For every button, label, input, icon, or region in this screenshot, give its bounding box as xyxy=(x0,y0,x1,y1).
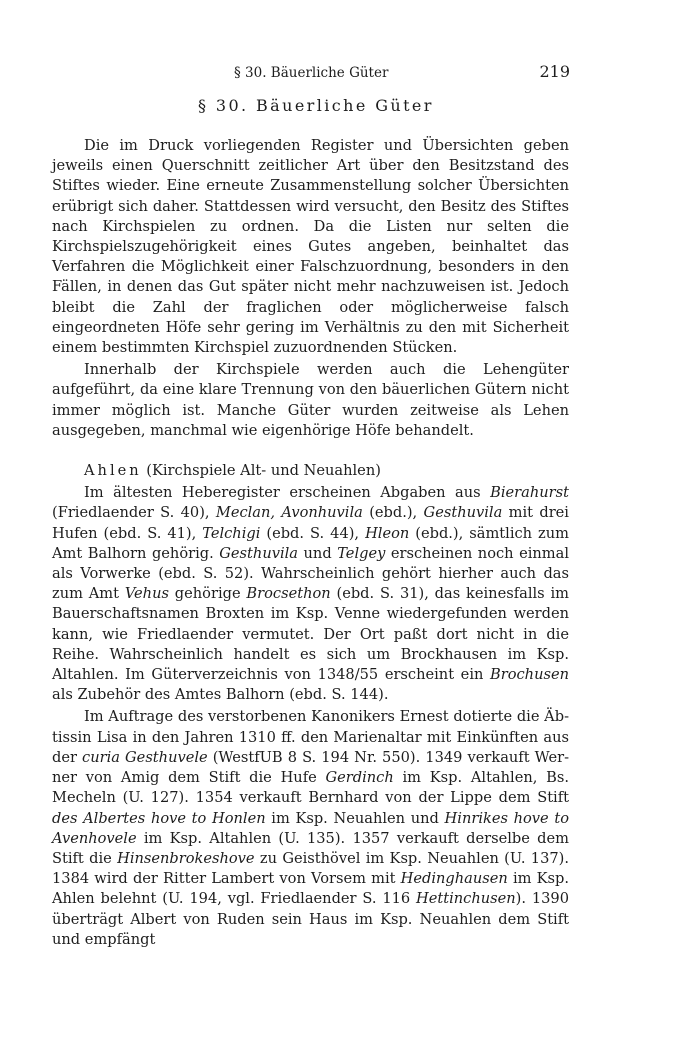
text-run: (Friedlaender S. 40), xyxy=(52,504,216,522)
running-title: § 30. Bäuerliche Güter xyxy=(234,65,389,81)
text-run: (ebd.), sämtlich zum Amt Balhorn gehörig. xyxy=(52,524,569,562)
page-number: 219 xyxy=(539,62,570,81)
ahlen-paragraph-2 xyxy=(52,707,569,949)
text-run: (WestfUB 8 S. 194 Nr. 550). 1349 verkauft Werner von Amig dem Stift die Hufe xyxy=(52,748,570,787)
text-run: zu Geisthövel im Ksp. Neuahlen (U. 137). 1384 wird der Ritter Lambert von Vorsem mit xyxy=(52,849,569,888)
place-name: Brochusen xyxy=(490,666,569,684)
text-run: im Ksp. Altahlen, Bs. Mecheln (U. 127). 1354 verkauft Bernhard von der Lippe dem Stift xyxy=(52,769,569,807)
text-run: und xyxy=(298,544,338,562)
text-run: (ebd. S. 31), das keinesfalls im Bauerschaftsnamen Broxten im Ksp. Venne wiedergefunden werden kann, wie Friedlaender vermutet. Der Ort paßt dort nicht in die Reihe. Wahrscheinlich handelt es sich um Brockhausen im Ksp. Altahlen. Im Güterverzeichnis von 1348/55 erscheint ein xyxy=(52,585,569,684)
text-run: im Ksp. Ahlen belehnt (U. 194, vgl. Friedlaender S. 116 xyxy=(52,870,569,908)
place-name: curia Gesthuvele xyxy=(82,748,208,766)
place-name: Vehus xyxy=(124,585,169,603)
text-run: als Zubehör des Amtes Balhorn (ebd. S. 144). xyxy=(52,686,389,704)
text-run: ). 1390 überträgt Albert von Ruden sein Haus im Ksp. Neuahlen dem Stift und empfängt xyxy=(52,890,569,948)
text-run: Im ältesten Heberegister erscheinen Abgaben aus xyxy=(84,484,491,502)
intro-paragraph-2: Innerhalb der Kirchspiele werden auch die Lehengüter aufgeführt, da eine klare Trennung von den bäuerlichen Gütern nicht immer möglich ist. Manche Güter wurden zeitweise als Lehen ausgegeben, manchmal wie eigenhörige Höfe behandelt. xyxy=(52,361,569,439)
section-title: § 30. Bäuerliche Güter xyxy=(198,96,434,115)
place-name: Bierahurst xyxy=(490,484,569,502)
intro-paragraph-1: Die im Druck vorliegenden Register und Übersichten geben jeweils einen Querschnitt zeitlicher Art über den Besitzstand des Stiftes wieder. Eine erneute Zusammenstellung solcher Übersichten erübrigt sich daher. Stattdessen wird versucht, den Besitz des Stiftes nach Kirchspielen zu ordnen. Da die Listen nur selten die Kirchspielszugehörigkeit eines Gutes angeben, beinhaltet das Verfahren die Möglichkeit einer Falschzuordnung, besonders in den Fällen, in denen das Gut später nicht mehr nachzuweisen ist. Jedoch bleibt die Zahl der fraglichen oder möglicherweise falsch eingeordneten Höfe sehr gering im Verhältnis zu den mit Sicherheit einem bestimmten Kirchspiel zuzuordnenden Stücken. xyxy=(52,137,569,357)
text-run: Im Auftrage des verstorbenen Kanonikers Ernest dotierte die Äbtissin Lisa in den Jahren 1310 ff. den Marienaltar mit Einkünften aus der xyxy=(52,708,569,766)
text-run: erscheinen noch einmal als Vorwerke (ebd. S. 52). Wahrscheinlich gehört hierher auch das zum Amt xyxy=(52,544,570,603)
place-name: Hinsenbrokeshove xyxy=(117,849,255,867)
place-name: Gesthuvila xyxy=(423,504,503,522)
place-name: Gesthuvila xyxy=(219,544,298,562)
place-name: Telchigi xyxy=(202,524,261,542)
ahlen-paragraph-1 xyxy=(52,483,569,705)
text-run: im Ksp. Altahlen (U. 135). 1357 verkauft derselbe dem Stift die xyxy=(52,829,569,867)
body-text xyxy=(52,136,569,950)
place-name: Hedinghausen xyxy=(400,870,508,888)
place-name: Hinrikes hove to Avenhovele xyxy=(52,809,569,847)
place-name: Hettinchusen xyxy=(416,890,516,908)
place-name: Telgey xyxy=(337,544,386,562)
text-run: gehörige xyxy=(168,585,247,603)
place-name: Brocsethon xyxy=(246,585,331,603)
place-name: des Albertes hove to Honlen xyxy=(52,809,266,827)
parish-note: (Kirchspiele Alt- und Neuahlen) xyxy=(146,462,381,480)
place-name: Gerdinch xyxy=(325,769,394,787)
text-run: mit drei Hufen (ebd. S. 41), xyxy=(52,504,569,542)
text-run: (ebd. S. 44), xyxy=(260,524,366,542)
parish-name: Ahlen xyxy=(84,462,142,480)
text-run: im Ksp. Neuahlen und xyxy=(265,809,445,827)
text-run: (ebd.), xyxy=(362,504,424,522)
place-name: Meclan, Avonhuvila xyxy=(215,504,363,522)
place-name: Hleon xyxy=(365,524,410,542)
parish-heading xyxy=(52,461,569,481)
